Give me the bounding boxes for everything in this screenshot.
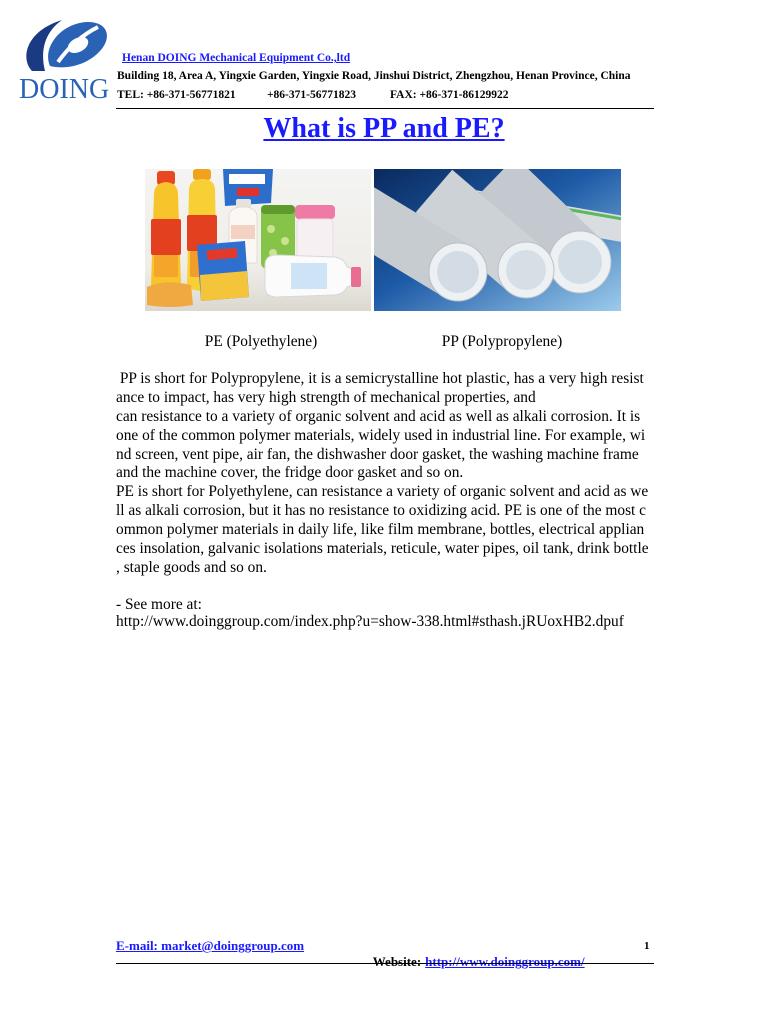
body-line: and the machine cover, the fridge door gasket and so on. xyxy=(116,464,464,482)
body-line: PE is short for Polyethylene, can resistance a variety of organic solvent and acid as we xyxy=(116,483,649,501)
pipe-end-right xyxy=(549,231,611,293)
header-divider xyxy=(116,108,654,109)
snack-item xyxy=(147,282,193,307)
body-line: ommon polymer materials in daily life, like film membrane, bottles, electrical applian xyxy=(116,521,645,539)
figure-caption-pp: PP (Polypropylene) xyxy=(441,333,563,350)
body-line: ces insolation, galvanic isolations materials, reticule, water pipes, oil tank, drink bottle xyxy=(116,540,649,558)
page-number: 1 xyxy=(644,940,650,952)
telephone-1: TEL: +86-371-56771821 xyxy=(117,89,236,101)
pipe-end-left xyxy=(429,243,487,301)
pipe-end-middle xyxy=(498,242,554,298)
body-line: ll as alkali corrosion, but it has no resistance to oxidizing acid. PE is one of the most c xyxy=(116,502,647,520)
telephone-2: +86-371-56771823 xyxy=(267,89,356,101)
footer-website xyxy=(360,938,585,986)
logo-mark-icon xyxy=(20,18,110,72)
company-logo xyxy=(16,16,116,106)
body-line: can resistance to a variety of organic solvent and acid as well as alkali corrosion. It is xyxy=(116,407,641,425)
see-more-label: - See more at: xyxy=(116,596,202,613)
body-line: PP is short for Polypropylene, it is a semicrystalline hot plastic, has a very high resist xyxy=(116,370,644,387)
footer-divider xyxy=(116,963,654,964)
body-line: , staple goods and so on. xyxy=(116,558,267,576)
see-more xyxy=(116,596,624,630)
body-line: nd screen, vent pipe, air fan, the dishwasher door gasket, the washing machine frame xyxy=(116,445,639,463)
page-title xyxy=(0,112,768,146)
figure-caption-pe: PE (Polyethylene) xyxy=(204,333,318,350)
company-address: Building 18, Area A, Yingxie Garden, Yingxie Road, Jinshui District, Zhengzhou, Henan Province, China xyxy=(117,70,631,82)
footer-website-label: Website: xyxy=(372,954,422,969)
detergent-bottle-1 xyxy=(151,171,181,289)
body-line: one of the common polymer materials, widely used in industrial line. For example, wi xyxy=(116,426,646,444)
pink-container xyxy=(295,205,335,259)
page-title-link[interactable]: What is PP and PE? xyxy=(263,113,505,144)
pe-products-photo xyxy=(145,169,371,311)
pp-pipes-photo xyxy=(374,169,621,311)
body-text xyxy=(116,370,649,578)
food-packet xyxy=(197,241,249,301)
see-more-url: http://www.doinggroup.com/index.php?u=show-338.html#sthash.jRUoxHB2.dpuf xyxy=(116,613,624,630)
footer-website-link[interactable]: http://www.doinggroup.com/ xyxy=(425,954,585,969)
body-line: ance to impact, has very high strength of mechanical properties, and xyxy=(116,388,536,406)
company-name-link[interactable]: Henan DOING Mechanical Equipment Co.,ltd xyxy=(122,52,351,64)
footer-email-link[interactable]: E-mail: market@doinggroup.com xyxy=(116,938,305,953)
logo-wordmark: DOING xyxy=(19,74,110,105)
fax-number: FAX: +86-371-86129922 xyxy=(390,89,509,101)
